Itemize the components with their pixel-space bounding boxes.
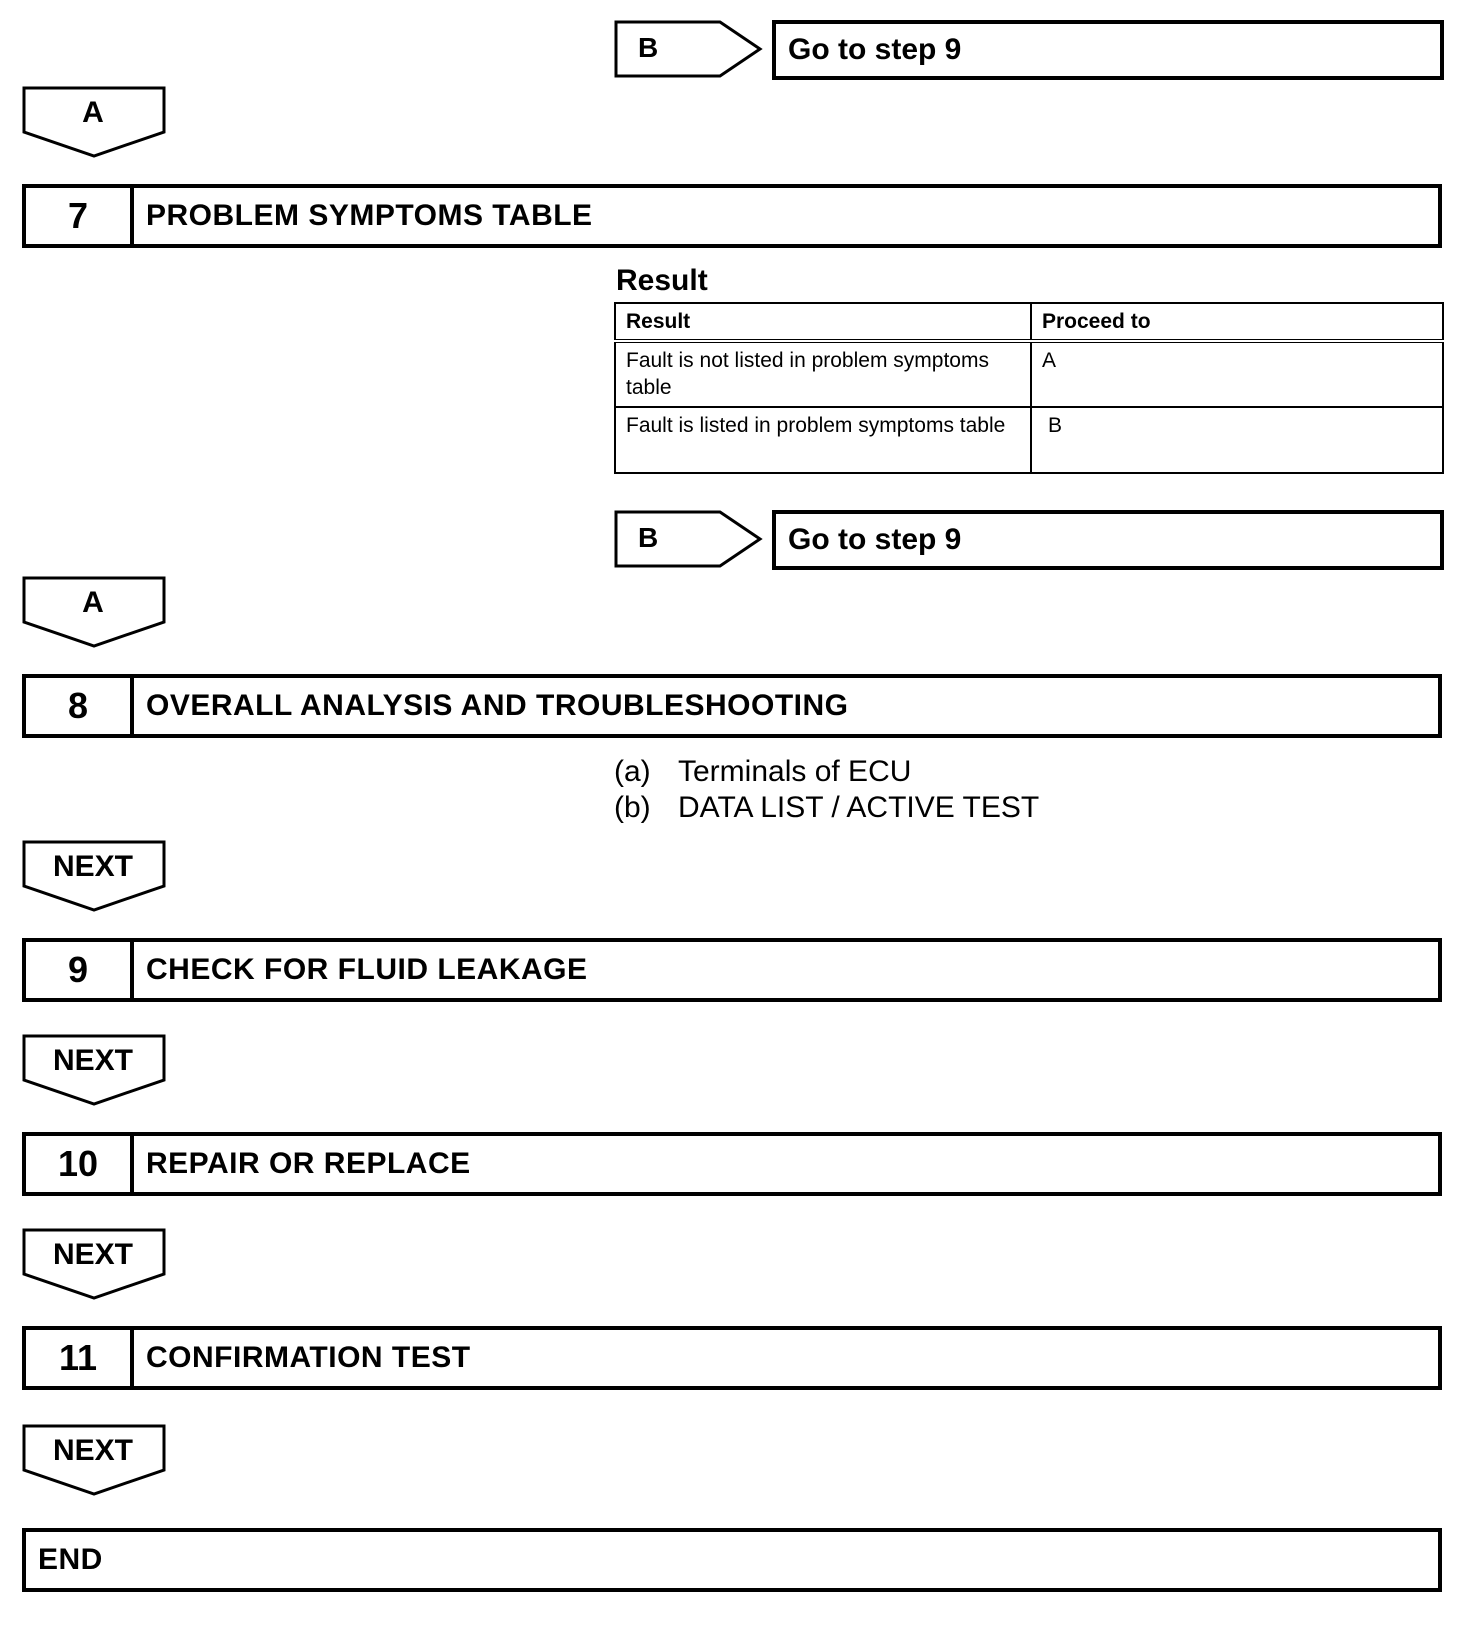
goto-step-9-box: Go to step 9 [772,510,1444,570]
result-cell: Fault is listed in problem symptoms table [615,407,1031,473]
arrow-a-label: A [82,586,104,619]
next-label: NEXT [52,1044,133,1077]
list-item [614,754,1039,790]
step-title: PROBLEM SYMPTOMS TABLE [146,199,593,232]
column-header: Proceed to [1031,303,1443,341]
step-number: 10 [26,1136,134,1192]
next-arrow-tag [22,840,168,914]
step-8-header [22,674,1442,738]
step-number: 9 [26,942,134,998]
step-number: 8 [26,678,134,734]
arrow-a-tag [22,576,168,650]
next-arrow-tag [22,1424,168,1498]
branch-b-label: B [638,522,659,553]
end-box [22,1528,1442,1592]
arrow-a-tag [22,86,168,160]
proceed-cell: B [1031,407,1443,473]
result-cell: Fault is not listed in problem symptoms table [615,341,1031,407]
right-arrow-icon [614,510,766,568]
branch-b-tag [614,20,766,78]
step-number: 11 [26,1330,134,1386]
list-item [614,790,1039,826]
next-arrow-tag [22,1034,168,1108]
arrow-a-label: A [82,96,104,129]
step-title: CONFIRMATION TEST [146,1341,471,1374]
result-caption: Result [616,264,708,297]
item-index: (a) [614,755,651,788]
step-11-header [22,1326,1442,1390]
step-title: CHECK FOR FLUID LEAKAGE [146,953,588,986]
step-7-header [22,184,1442,248]
step-9-header [22,938,1442,1002]
next-arrow-tag [22,1228,168,1302]
next-label: NEXT [52,1434,133,1467]
end-label: END [38,1543,103,1576]
column-header: Result [615,303,1031,341]
right-arrow-icon [614,20,766,78]
table-row [615,341,1443,407]
item-text: Terminals of ECU [678,755,912,788]
proceed-cell: A [1031,341,1443,407]
step-10-header [22,1132,1442,1196]
goto-step-9-box: Go to step 9 [772,20,1444,80]
result-table [614,302,1444,474]
next-label: NEXT [52,850,133,883]
step-title: REPAIR OR REPLACE [146,1147,471,1180]
table-row [615,407,1443,473]
item-text: DATA LIST / ACTIVE TEST [678,791,1040,824]
step-8-items [614,754,1039,826]
table-header-row [615,303,1443,341]
step-number: 7 [26,188,134,244]
branch-b-label: B [638,32,659,63]
next-label: NEXT [52,1238,133,1271]
item-index: (b) [614,791,651,824]
step-title: OVERALL ANALYSIS AND TROUBLESHOOTING [146,689,849,722]
branch-b-tag [614,510,766,568]
